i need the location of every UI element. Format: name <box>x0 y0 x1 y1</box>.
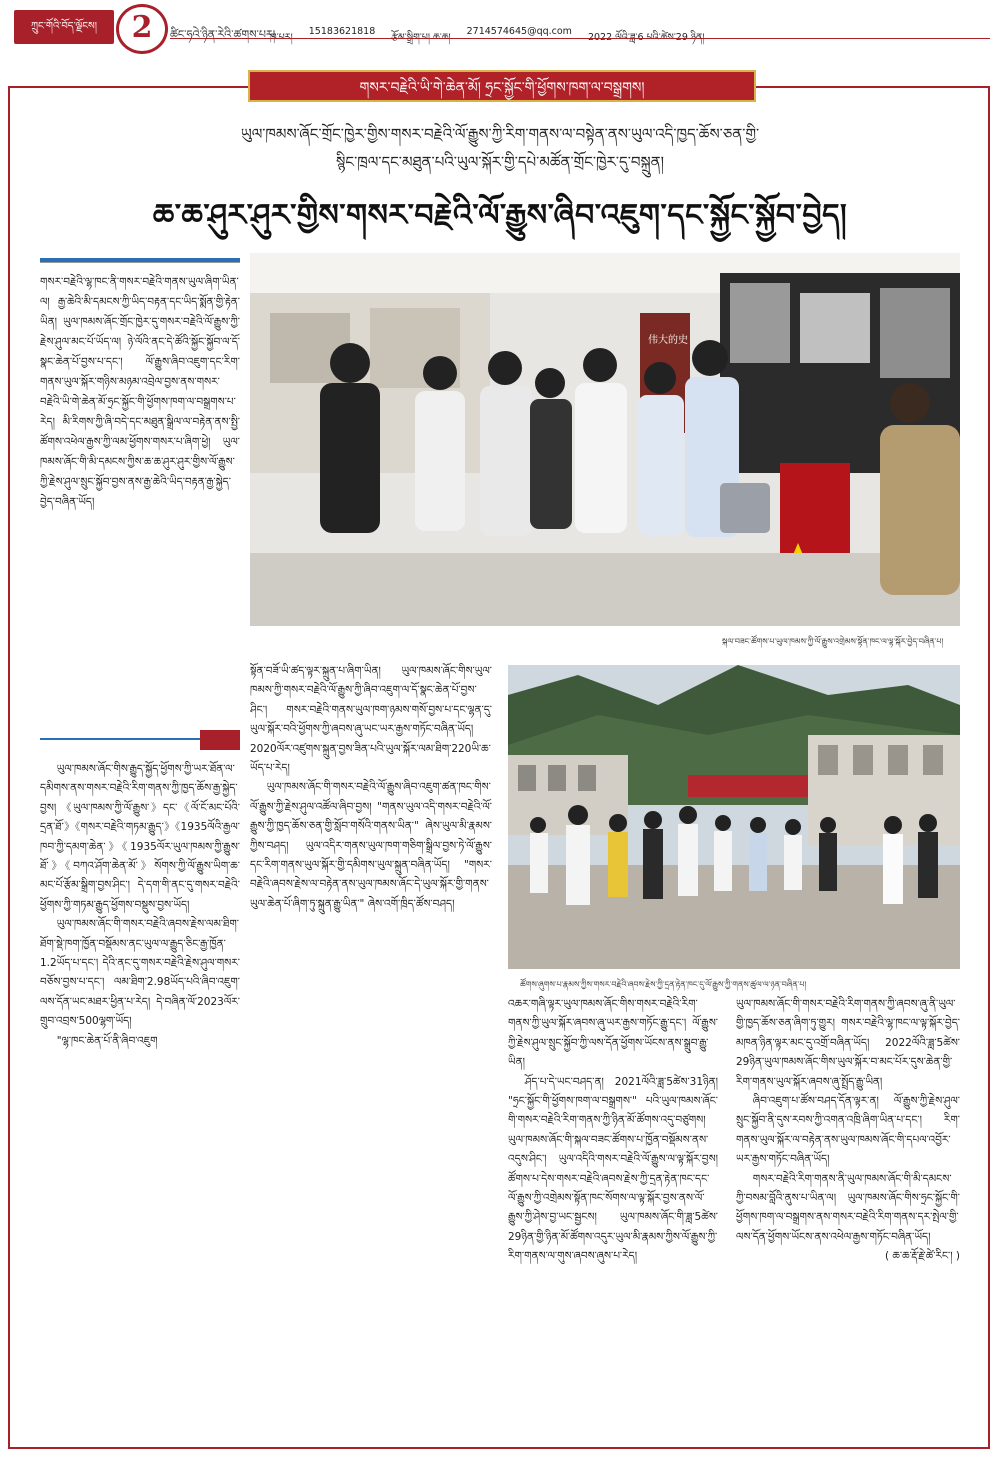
section-name: ཚིང་ཧའེ་ཉིན་རེའི་ཚགས་པར། <box>170 28 276 41</box>
header-phone-label: ཁ་པར། <box>270 32 293 43</box>
lead-bottom-rule <box>40 738 200 740</box>
col1-para-1: ཡུལ་ཁམས་ཞོང་གིས་རྒྱུད་སྐྱོད་ཕྱོགས་ཀྱི་ཡར་ཐོན་ལ་དམིགས་ནས་གསར་བརྗེའི་རིག་གནས་ཀྱི་ཁྱད་ཆོས་རྒྱ་སྐྱེད་བྱས། 《ཡུལ་ཁམས་ཀྱི་ལོ་རྒྱུས་》དང་《ལོ་ངོ་མང་པོའི་དྲན་ཐོ་》《གསར་བརྗེའི་གཏམ་རྒྱུད་》《1935ལོའི་རྒྱལ་ཁབ་ཀྱི་དམག་ཆེན་》《1935ལོར་ཡུལ་ཁམས་ཀྱི་རྒྱུས་ཐོ་》《བཀའ་ཤོག་ཆེན་མོ་》སོགས་ཀྱི་ལོ་རྒྱུས་ཡིག་ཆ་མང་པོ་རྩོམ་སྒྲིག་བྱས་ཤིང་། དེ་དག་གི་ནང་དུ་གསར་བརྗེའི་ཕྱོགས་ཀྱི་གཏམ་རྒྱུད་ཕྱོགས་བསྡུས་བྱས་ཡོད། <box>40 763 240 911</box>
photo-museum-caption: སྐལ་བཟང་ཚོགས་པ་ཡུལ་ཁམས་ཀྱི་ལོ་རྒྱུས་འགྲེམས་སྟོན་ཁང་ལ་ལྟ་སྐོར་བྱེད་བཞིན་པ། <box>722 637 944 646</box>
header-meta <box>270 26 704 53</box>
frame-top-left <box>8 86 248 88</box>
frame-top-right <box>756 86 988 88</box>
article-signoff: ( ཆ་ཆ་རྡོ་རྗེ་ཚེ་རིང་། ) <box>884 1250 960 1263</box>
photo-outdoor-group <box>508 665 960 969</box>
header-rule <box>170 38 990 39</box>
article-column-2 <box>250 662 492 1432</box>
col2-para-2: ཡུལ་ཁམས་ཞོང་གི་གསར་བརྗེའི་ལོ་རྒྱུས་ཞིབ་འཇུག་ཚན་ཁང་གིས་ལོ་རྒྱུས་ཀྱི་རྗེས་ཤུལ་འཚོལ་ཞིབ་བྱས། "གནས་ཡུལ་འདི་གསར་བརྗེའི་ལོ་རྒྱུས་ཀྱི་ཁྱད་ཆོས་ཅན་གྱི་སློབ་གསོའི་གནས་ཡིན་" ཞེས་ཡུལ་མི་རྣམས་ཀྱིས་བཤད། ཡུལ་འདིར་གནས་ཡུལ་ཁག་གཅིག་སྒྲིལ་བྱས་ཏེ་ལོ་རྒྱུས་དང་རིག་གནས་ཡུལ་སྐོར་གྱི་དམིགས་ཡུལ་སྐྲུན་བཞིན་ཡོད། "གསར་བརྗེའི་ཞབས་རྗེས་ལ་བརྟེན་ནས་ཡུལ་ཁམས་ཞོང་དེ་ཡུལ་སྐོར་གྱི་གནས་ཡུལ་ཆེན་པོ་ཞིག་ཏུ་སྐྲུན་རྒྱུ་ཡིན་" ཞེས་འགོ་ཁྲིད་ཚོས་བཤད། <box>250 781 492 910</box>
article-column-1 <box>40 760 240 1432</box>
header-phone: 15183621818 <box>308 26 376 37</box>
article-column-3 <box>508 995 718 1432</box>
col4-para-2: ཞིབ་འཇུག་པ་ཚོས་བཤད་དོན་ལྟར་ན། ལོ་རྒྱུས་ཀྱི་རྗེས་ཤུལ་སྲུང་སྐྱོབ་ནི་དུས་རབས་ཀྱི་འགན་འཁྲི་ཞིག་ཡིན་པ་དང་། རིག་གནས་ཡུལ་སྐོར་ལ་བརྟེན་ནས་ཡུལ་ཁམས་ཞོང་གི་དཔལ་འབྱོར་ཡར་རྒྱས་གཏོང་བཞིན་ཡོད། <box>736 1095 960 1166</box>
page-header <box>0 0 1000 56</box>
subtitle-line-2: སྙིང་ཁྲལ་དང་མཐུན་པའི་ཡུལ་སྐོར་གྱི་དཔེ་མཚོན་གྲོང་ཁྱེར་དུ་བསྐྲུན། <box>336 153 664 171</box>
col3-para-1: འཆར་གཞི་ལྟར་ཡུལ་ཁམས་ཞོང་གིས་གསར་བརྗེའི་རིག་གནས་ཀྱི་ཡུལ་སྐོར་ཞབས་ཞུ་ཡར་རྒྱས་གཏོང་རྒྱུ་དང་། ལོ་རྒྱུས་ཀྱི་རྗེས་ཤུལ་སྲུང་སྐྱོབ་ཀྱི་ལས་དོན་ཕྱོགས་ཡོངས་ནས་སྒྲུབ་རྒྱུ་ཡིན། <box>508 998 718 1069</box>
article-column-4 <box>736 995 960 1432</box>
col1-para-3: "ལྷ་ཁང་ཆེན་པོ་ནི་ཞིབ་འཇུག <box>56 1034 158 1047</box>
photo-outdoor-caption: ཚོགས་ཞུགས་པ་རྣམས་ཀྱིས་གསར་བརྗེའི་ཞབས་རྗེས་ཀྱི་དྲན་རྟེན་ཁང་དུ་ལོ་རྒྱུས་ཀྱི་གནས་ཚུལ་ལ་ཉན་བཞིན་པ། <box>520 980 807 989</box>
col1-para-2: ཡུལ་ཁམས་ཞོང་གི་གསར་བརྗེའི་ཞབས་རྗེས་ལམ་ཐིག་ཐོག་སྡེ་ཁག་ཁྱོན་བསྡོམས་ནང་ཡུལ་ལ་རྒྱུད་ཅིང་རྒྱ་ཁྱོན་1.2ཡོད་པ་དང་། དེའི་ནང་དུ་གསར་བརྗེའི་རྗེས་ཤུལ་གསར་བཅོས་བྱས་པ་དང་། ལམ་ཐིག་2.98ཡོད་པའི་ཞིབ་འཇུག་ལས་དོན་ཡང་མཐར་ཕྱིན་པ་རེད། དེ་བཞིན་ལོ་2023ལོར་གྲུབ་འབྲས་500ལྷག་ཡོད། <box>40 918 240 1028</box>
topic-banner: གསར་བརྗེའི་ཡི་གེ་ཆེན་མོ། ཧྲང་སྐྱོང་གི་ཕྱོགས་ཁག་ལ་བསྒྲགས། <box>248 70 756 102</box>
page-number: 2 <box>116 4 168 54</box>
museum-sign: 伟大的史 <box>648 335 688 346</box>
col4-para-1: ཡུལ་ཁམས་ཞོང་གི་གསར་བརྗེའི་རིག་གནས་ཀྱི་ཞབས་ཞུ་ནི་ཡུལ་གྱི་ཁྱད་ཆོས་ཅན་ཞིག་ཏུ་གྱུར། གསར་བརྗེའི་ལྷ་ཁང་ལ་ལྟ་སྐོར་བྱེད་མཁན་ཉིན་ལྟར་མང་དུ་འགྲོ་བཞིན་ཡོད། 2022ལོའི་ཟླ་5ཚེས་29ཉིན་ཡུལ་ཁམས་ཞོང་གིས་ཡུལ་སྐོར་བ་མང་པོར་དུས་ཆེན་གྱི་རིག་གནས་ཡུལ་སྐོར་ཞབས་ཞུ་སྤྲོད་རྒྱུ་ཡིན། <box>736 998 960 1088</box>
headline: ཆ་ཆ་ཤུར་ཤུར་གྱིས་གསར་བརྗེའི་ལོ་རྒྱུས་ཞིབ་འཇུག་དང་སྐྱོང་སྐྱོབ་བྱེད། <box>152 198 848 233</box>
photo-museum-illustration <box>250 253 960 626</box>
header-editor: རྩོམ་སྒྲིག་པ། ཆ་ཆ། <box>391 32 451 43</box>
lead-rule <box>40 258 240 262</box>
col3-para-2: ཤོད་པ་དེ་ཡང་བཤད་ན། 2021ལོའི་ཟླ་5ཚེས་31ཉིན། "ཧྲང་སྐྱོང་གི་ཕྱོགས་ཁག་ལ་བསྒྲགས་" པའི་ཡུལ་ཁམས་ཞོང་གི་གསར་བརྗེའི་རིག་གནས་ཀྱི་ཉིན་མོ་ཚོགས་འདུ་བཙུགས། ཡུལ་ཁམས་ཞོང་གི་སྐལ་བཟང་ཚོགས་པ་ཁྱོན་བསྡོམས་ནས་འདུས་ཤིང་། ཡུལ་འདིའི་གསར་བརྗེའི་ལོ་རྒྱུས་ལ་ལྟ་སྐོར་བྱས། ཚོགས་པ་དེས་གསར་བརྗེའི་ཞབས་རྗེས་ཀྱི་དྲན་རྟེན་ཁང་དང་ལོ་རྒྱུས་ཀྱི་འགྲེམས་སྟོན་ཁང་སོགས་ལ་ལྟ་སྐོར་བྱས་ནས་ལོ་རྒྱུས་ཀྱི་ཤེས་བྱ་ཡང་སྦྱངས། ཡུལ་ཁམས་ཞོང་གི་ཟླ་5ཚེས་29ཉིན་གྱི་ཉིན་མོ་ཚོགས་འདུར་ཡུལ་མི་རྣམས་ཀྱིས་ལོ་རྒྱུས་ཀྱི་རིག་གནས་ལ་གུས་ཞབས་ཞུས་པ་རེད། <box>508 1075 718 1263</box>
header-date: 2022 ལོའི་ཟླ་6 པའི་ཚེས་29 ཉིན། <box>587 32 705 43</box>
masthead: ཀྲུང་གོའི་བོད་ལྗོངས། <box>14 10 114 44</box>
lead-paragraph: གསར་བརྗེའི་ལྷ་ཁང་ནི་གསར་བརྗེའི་གནས་ཡུལ་ཞིག་ཡིན་ལ། རྒྱ་ཆེའི་མི་དམངས་ཀྱི་ཡིད་བརྟན་དང་ཡིད་སྨོན་གྱི་རྟེན་ཡིན། ཡུལ་ཁམས་ཞོང་གྲོང་ཁྱེར་དུ་གསར་བརྗེའི་ལོ་རྒྱུས་ཀྱི་རྗེས་ཤུལ་མང་པོ་ཡོད་ལ། ཉེ་ལོའི་ནང་དེ་ཚོའི་སྐྱོང་སྐྱོབ་ལ་དོ་སྣང་ཆེན་པོ་བྱས་པ་དང་། ལོ་རྒྱུས་ཞིབ་འཇུག་དང་རིག་གནས་ཡུལ་སྐོར་གཉིས་མཉམ་འབྲེལ་བྱས་ནས་གསར་བརྗེའི་ཡི་གེ་ཆེན་མོ་ཧྲང་སྐྱོང་གི་ཕྱོགས་ཁག་ལ་བསྒྲགས་པ་རེད། མི་རིགས་ཀྱི་ཞི་བདེ་དང་མཐུན་སྒྲིལ་ལ་བརྟེན་ནས་སྤྱི་ཚོགས་འཕེལ་རྒྱས་ཀྱི་ལམ་ཕྱོགས་གསར་པ་ཞིག་ཕྱེ། ཡུལ་ཁམས་ཞོང་གི་མི་དམངས་ཀྱིས་ཆ་ཆ་ཤུར་ཤུར་གྱིས་ལོ་རྒྱུས་ཀྱི་རྗེས་ཤུལ་སྲུང་སྐྱོབ་བྱས་ནས་རྒྱ་ཆེའི་ཡིད་བརྟན་རྒྱ་སྐྱེད་བྱེད་བཞིན་ཡོད། <box>40 276 240 508</box>
col2-para-1: སྟོན་བཟོ་ཡི་ཚད་ལྟར་སྐྲུན་པ་ཞིག་ཡིན། ཡུལ་ཁམས་ཞོང་གིས་ཡུལ་ཁམས་ཀྱི་གསར་བརྗེའི་ལོ་རྒྱུས་ཀྱི་ཞིབ་འཇུག་ལ་དོ་སྣང་ཆེན་པོ་བྱས་ཤིང་། གསར་བརྗེའི་གནས་ཡུལ་ཁག་ཉམས་གསོ་བྱས་པ་དང་ལྷན་དུ་ཡུལ་སྐོར་བའི་ཕྱོགས་ཀྱི་ཞབས་ཞུ་ཡང་ཡར་རྒྱས་གཏོང་བཞིན་ཡོད། 2020ལོར་འཛུགས་སྐྲུན་བྱས་ཟིན་པའི་ཡུལ་སྐོར་ལམ་ཐིག་220ཡི་ཆ་ཡོད་པ་རེད། <box>250 665 492 775</box>
photo-outdoor-illustration <box>508 665 960 969</box>
subtitle-line-1: ཡུལ་ཁམས་ཞོང་གྲོང་ཁྱེར་གྱིས་གསར་བརྗེའི་ལོ་རྒྱུས་ཀྱི་རིག་གནས་ལ་བསྟེན་ནས་ཡུལ་འདི་ཁྱད་ཆོས་ཅན་གྱི་ <box>240 125 760 143</box>
lead-corner-mark <box>200 730 240 750</box>
col4-para-3: གསར་བརྗེའི་རིག་གནས་ནི་ཡུལ་ཁམས་ཞོང་གི་མི་དམངས་ཀྱི་བསམ་བློའི་ནུས་པ་ཡིན་ལ། ཡུལ་ཁམས་ཞོང་གིས་ཧྲང་སྐྱོང་གི་ཕྱོགས་ཁག་ལ་བསྒྲགས་ནས་གསར་བརྗེའི་རིག་གནས་དར་སྤེལ་གྱི་ལས་དོན་ཕྱོགས་ཡོངས་ནས་འཕེལ་རྒྱས་གཏོང་བཞིན་ཡོད། <box>736 1172 960 1243</box>
photo-museum-visit <box>250 253 960 626</box>
header-email: 2714574645@qq.com <box>466 26 572 37</box>
